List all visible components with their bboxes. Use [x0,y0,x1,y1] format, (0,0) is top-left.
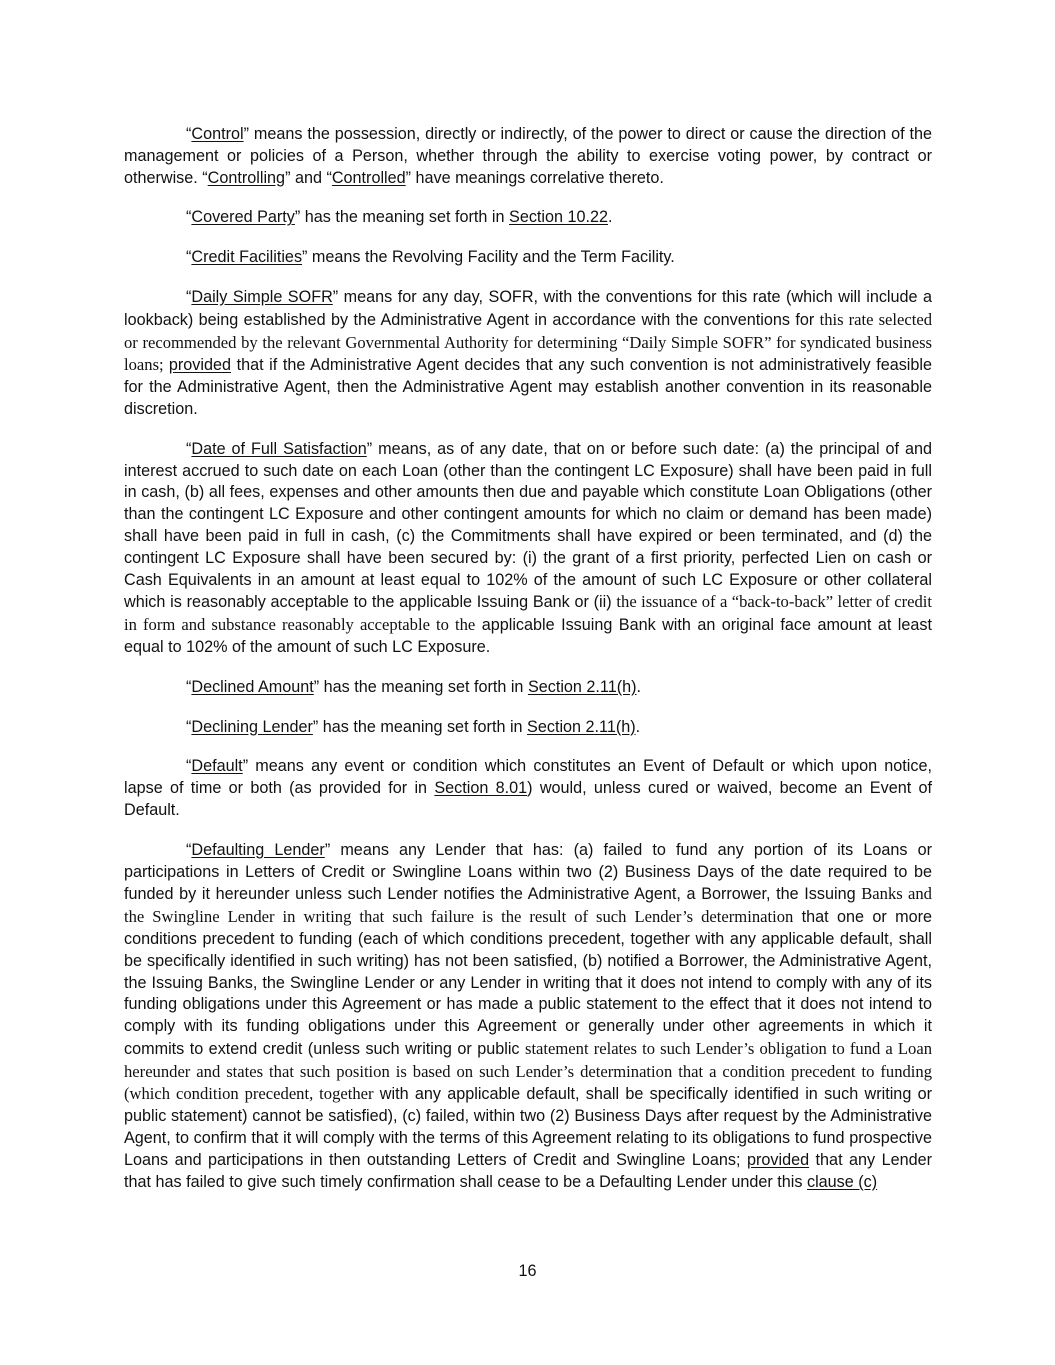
defined-term-or-reference: Credit Facilities [191,248,303,267]
defined-term-or-reference: Controlled [331,168,406,187]
definition-text: “ [186,248,192,267]
definition-text: that one or more conditions precedent to funding (each of which conditions precedent, together with any applicable default, shall be specifically identified in such writing) has not been satisfied, (b) notified a Borrower, the Administrative Agent, the Issuing Banks, the Swingline Lender or any Lender in writing that it does not intend to comply with any of its funding obligations under this Agreement or has made a public statement to the effect that it does not intend to comply with its funding obligations under this Agreement or generally under other agreements in which it commits to extend credit (unless such writing or public [124,908,932,1058]
defined-term-or-reference: clause (c) [806,1172,878,1191]
defined-term-or-reference: Section 2.11(h) [527,677,637,696]
definition-text: Banks and the Swingline Lender in writing that such failure is the result of such Lender’s determination [124,884,932,927]
definition-text: ) would, unless cured or waived, become an Event of Default. [124,779,932,819]
definitions-body [124,124,932,1211]
definition-text: ” have meanings correlative thereto. [405,168,664,187]
defined-term-or-reference: Declining Lender [191,717,313,736]
definition-daily-simple-sofr [124,287,932,421]
definition-text: “ [186,757,192,776]
defined-term-or-reference: Section 10.22 [509,208,609,227]
definition-text: . [635,717,641,736]
definition-text: “ [186,439,192,458]
definition-text: “ [186,840,192,859]
definition-text: ” means any event or condition which constitutes an Event of Default or which upon notice, lapse of time or both (as provided for in [124,757,932,798]
definition-text: ” means for any day, SOFR, with the conventions for this rate (which will include a lookback) being established by the Administrative Agent in accordance with the conventions for [124,287,933,329]
definition-text: applicable Issuing Bank with an original face amount at least equal to 102% of the amount of such LC Exposure. [124,616,932,656]
definition-text: “ [186,717,192,736]
defined-term-or-reference: Daily Simple SOFR [191,287,333,306]
definition-text: ” means the Revolving Facility and the Term Facility. [302,248,675,267]
definition-text: the issuance of a “back-to-back” letter of credit in form and substance reasonably acceptable to the [124,592,932,635]
definition-text: . [636,677,642,696]
definition-text: ” means any Lender that has: (a) failed to fund any portion of its Loans or participations in Letters of Credit or Swingline Loans within two (2) Business Days of the date required to be funded by it hereunder unless such Lender notifies the Administrative Agent, a Borrower, the Issuing [124,840,932,904]
definition-date-of-full-satisfaction [124,439,932,659]
defined-term-or-reference: Control [191,125,244,143]
defined-term-or-reference: Section 2.11(h) [527,717,636,736]
defined-term-or-reference: provided [746,1150,810,1169]
definition-text: “ [186,125,192,143]
definition-text: this rate selected or recommended by the relevant Governmental Authority for determining “Daily Simple SOFR” for syndicated business loans; [124,309,933,375]
definition-text: ” has the meaning set forth in [294,208,510,227]
defined-term-or-reference: Declined Amount [191,677,314,696]
definition-text: statement relates to such Lender’s obligation to fund a Loan hereunder and states that such position is based on such Lender’s determination that a condition precedent to funding (which condition precedent, together [124,1038,932,1104]
definition-text: ” and “ [285,168,332,187]
definition-text: “ [186,208,192,227]
definition-text: ” has the meaning set forth in [313,677,528,696]
definition-text: ” means the possession, directly or indirectly, of the power to direct or cause the direction of the management or policies of a Person, whether through the ability to exercise voting power, by contract or otherwise. “ [124,125,932,187]
definition-text: that any Lender that has failed to give such timely confirmation shall cease to be a Defaulting Lender under this [124,1150,932,1191]
defined-term-or-reference: Covered Party [191,208,295,227]
defined-term-or-reference: Section 8.01 [434,779,528,798]
definition-defaulting-lender [124,840,932,1194]
defined-term-or-reference: Date of Full Satisfaction [191,439,367,458]
defined-term-or-reference: provided [168,356,231,375]
definition-text: that if the Administrative Agent decides that any such convention is not administratively feasible for the Administrative Agent, then the Administrative Agent may establish another convention in its reasonable discretion. [124,356,932,418]
defined-term-or-reference: Defaulting Lender [191,840,325,859]
defined-term-or-reference: Controlling [207,168,286,187]
definition-declining-lender [124,717,932,739]
definition-text: “ [186,677,192,696]
defined-term-or-reference: Default [191,757,243,776]
definition-declined-amount [124,677,932,699]
definition-text: . [608,208,613,227]
definition-text: with any applicable default, shall be specifically identified in such writing or public statement) cannot be satisfied), (c) failed, within two (2) Business Days after request by the Administrative Agent, to confirm that it will comply with the terms of this Agreement relating to its obligations to fund prospective Loans and participations in then outstanding Letters of Credit and Swingline Loans; [124,1085,932,1169]
definition-default [124,756,932,821]
definition-covered-party [124,207,932,229]
page-number: 16 [518,1262,537,1280]
definition-credit-facilities [124,247,932,269]
definition-text: “ [186,287,192,306]
definition-control [124,124,932,189]
definition-text: ” has the meaning set forth in [312,717,528,736]
definition-text: ” means, as of any date, that on or before such date: (a) the principal of and interest accrued to such date on each Loan (other than the contingent LC Exposure) shall have been paid in full in cash, (b) all fees, expenses and other amounts then due and payable which constitute Loan Obligations (other than the contingent LC Exposure and other contingent amounts for which no claim or demand has been made) shall have been paid in full in cash, (c) the Commitments shall have expired or been terminated, and (d) the contingent LC Exposure shall have been secured by: (i) the grant of a first priority, perfected Lien on cash or Cash Equivalents in an amount at least equal to 102% of the amount of such LC Exposure or other collateral which is reasonably acceptable to the applicable Issuing Bank or (ii) [124,439,932,612]
